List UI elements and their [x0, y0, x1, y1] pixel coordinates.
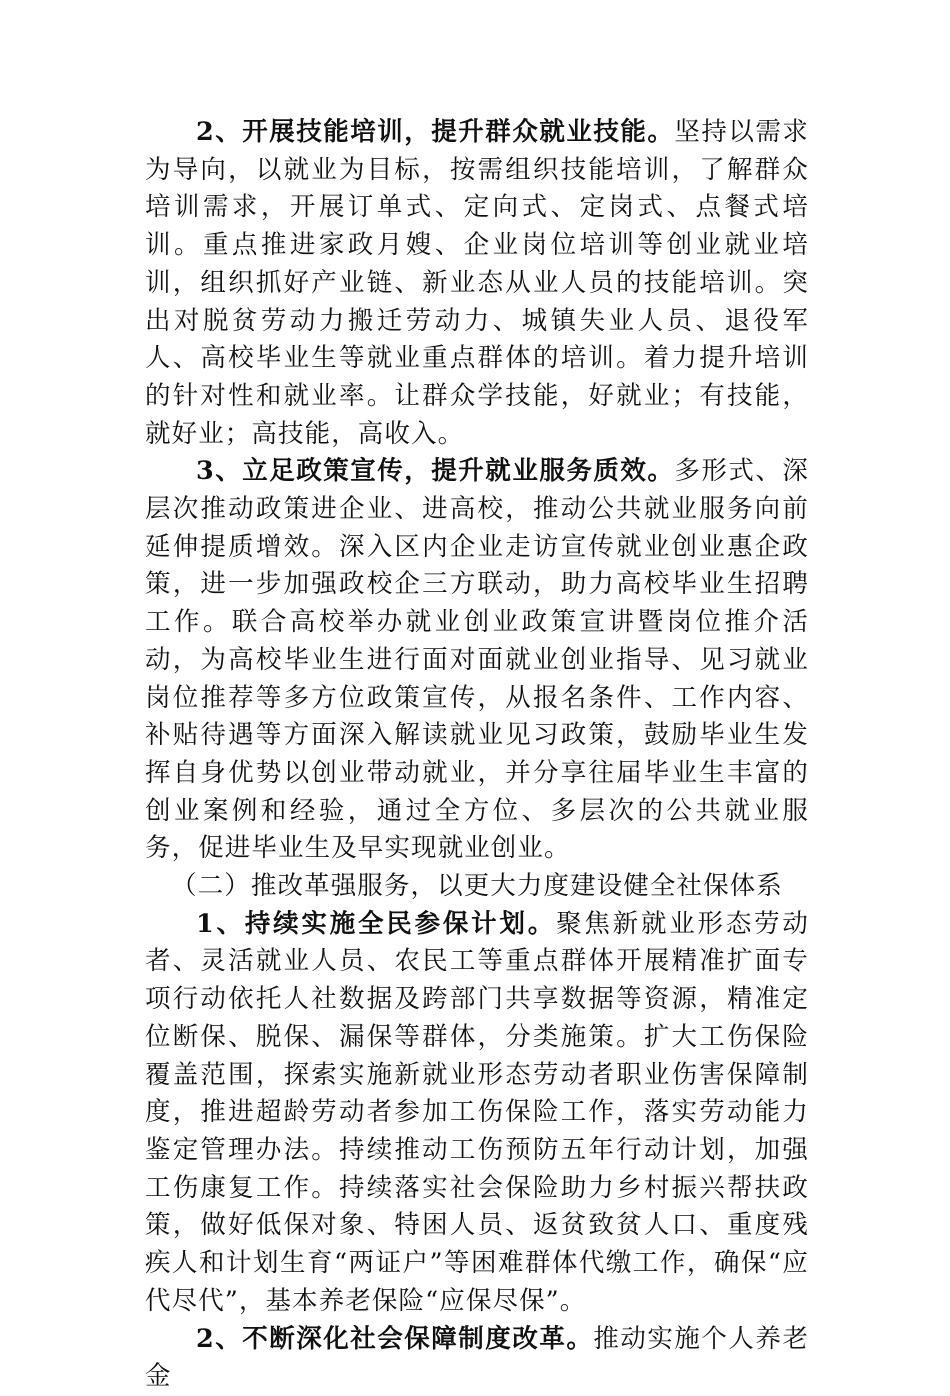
paragraph-body: 聚焦新就业形态劳动者、灵活就业人员、农民工等重点群体开展精准扩面专项行动依托人社数据及跨部门共享数据等资源，精准定位断保、脱保、漏保等群体，分类施策。扩大工伤保险覆盖范围，探索实施新就业形态劳动者职业伤害保障制度，推进超龄劳动者参加工伤保险工作，落实劳动能力鉴定管理办法。持续推动工伤预防五年行动计划，加强工伤康复工作。持续落实社会保险助力乡村振兴帮扶政策，做好低保对象、特困人员、返贫致贫人口、重度残疾人和计划生育“两证户”等困难群体代缴工作，确保“应代尽代”，基本养老保险“应保尽保”。	[145, 908, 810, 1316]
paragraph-body: 多形式、深层次推动政策进企业、进高校，推动公共就业服务向前延伸提质增效。深入区内企业走访宣传就业创业惠企政策，进一步加强政校企三方联动，助力高校毕业生招聘工作。联合高校举办就业创业政策宣讲暨岗位推介活动，为高校毕业生进行面对面就业创业指导、见习就业岗位推荐等多方位政策宣传，从报名条件、工作内容、补贴待遇等方面深入解读就业见习政策，鼓励毕业生发挥自身优势以创业带动就业，并分享往届毕业生丰富的创业案例和经验，通过全方位、多层次的公共就业服务，促进毕业生及早实现就业创业。	[145, 456, 809, 864]
paragraph-body: 推动实施个人养老金	[145, 1323, 809, 1392]
paragraph-lead: 3、立足政策宣传，提升就业服务质效。	[196, 456, 675, 487]
paragraph-universal-insurance	[145, 906, 809, 1321]
paragraph-social-security-reform	[145, 1321, 809, 1396]
paragraph-policy-publicity	[145, 453, 809, 868]
document-page	[145, 114, 809, 1396]
paragraph-lead: 2、开展技能培训，提升群众就业技能。	[196, 117, 675, 147]
paragraph-lead: 1、持续实施全民参保计划。	[196, 908, 557, 939]
paragraph-lead: 2、不断深化社会保障制度改革。	[196, 1323, 594, 1354]
paragraph-skills-training	[145, 114, 809, 453]
paragraph-body: 坚持以需求为导向，以就业为目标，按需组织技能培训，了解群众培训需求，开展订单式、定向式、定岗式、点餐式培训。重点推进家政月嫂、企业岗位培训等创业就业培训，组织抓好产业链、新业态从业人员的技能培训。突出对脱贫劳动力搬迁劳动力、城镇失业人员、退役军人、高校毕业生等就业重点群体的培训。着力提升培训的针对性和就业率。让群众学技能，好就业；有技能，就好业；高技能，高收入。	[145, 117, 809, 449]
section-heading: （二）推改革强服务，以更大力度建设健全社保体系	[171, 871, 783, 902]
